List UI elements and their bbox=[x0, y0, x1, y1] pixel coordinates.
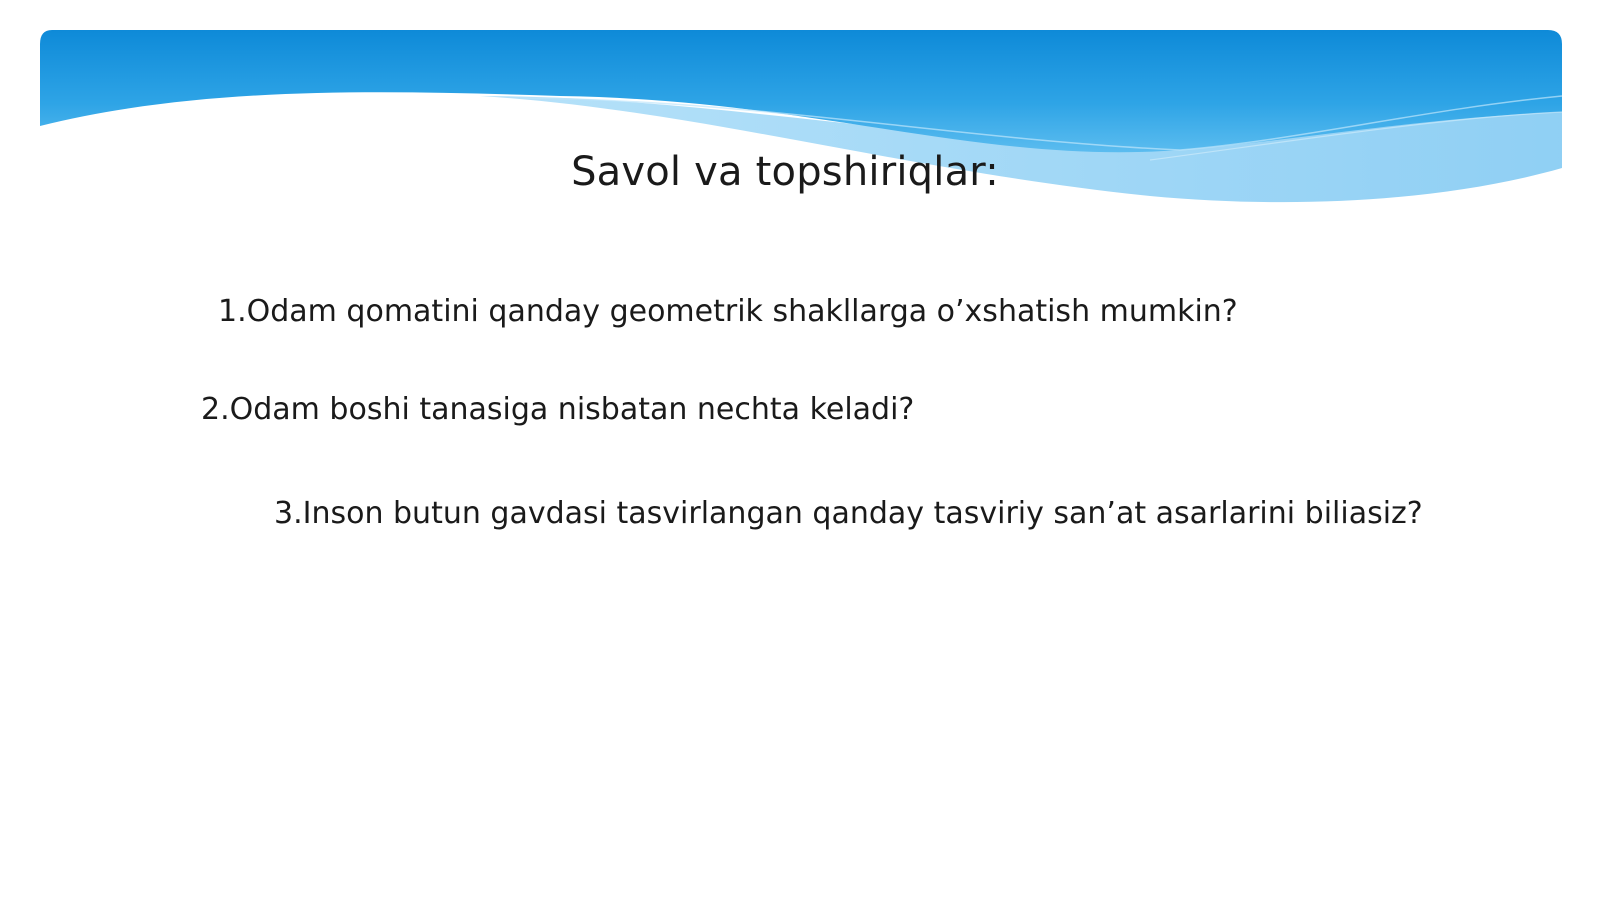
slide-title-text: Savol va topshiriqlar: bbox=[571, 149, 999, 195]
question-1: 1.Odam qomatini qanday geometrik shakllarga o’xshatish mumkin? bbox=[218, 294, 1238, 329]
slide-title bbox=[0, 148, 1600, 196]
question-3: 3.Inson butun gavdasi tasvirlangan qanday tasviriy san’at asarlarini biliasiz? bbox=[274, 496, 1423, 531]
question-2: 2.Odam boshi tanasiga nisbatan nechta keladi? bbox=[201, 392, 915, 427]
